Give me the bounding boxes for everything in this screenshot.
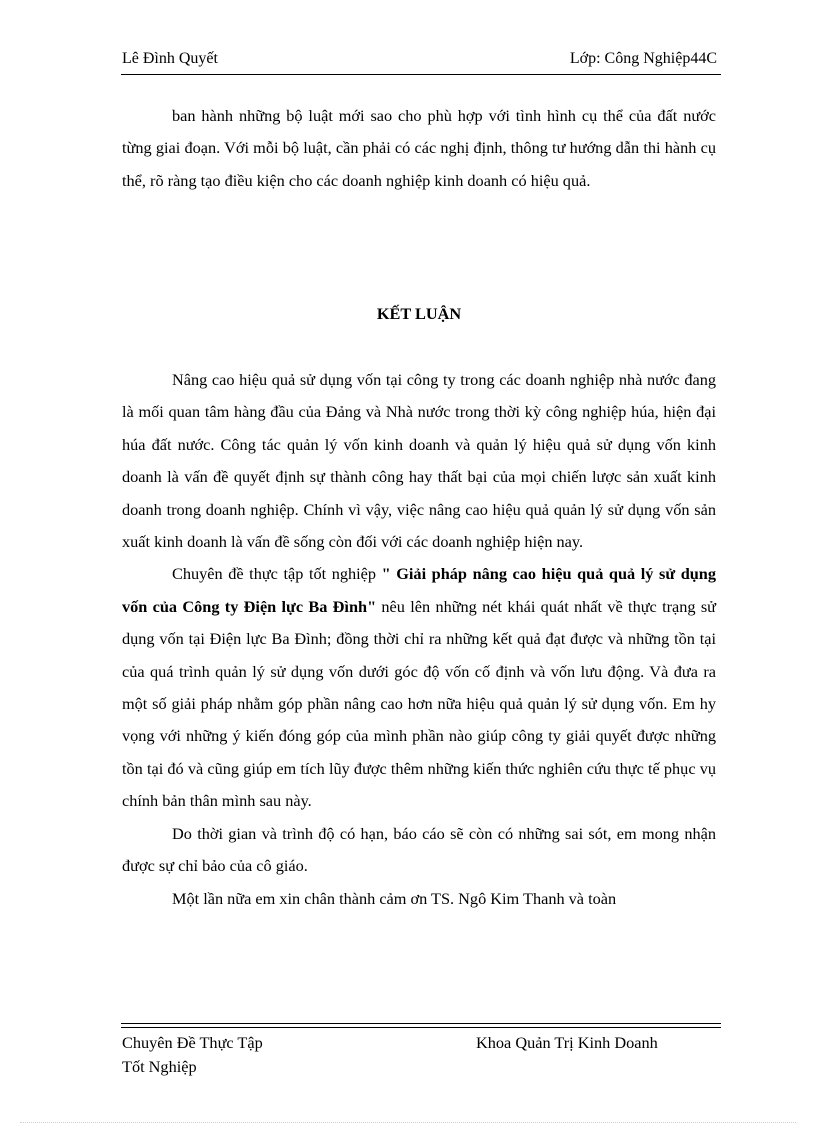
intro-paragraph: ban hành những bộ luật mới sao cho phù hợp với tình hình cụ thể của đất nước từng giai đoạn. Với mỗi bộ luật, cần phải có các nghị định, thông tư hướng dẫn thi hành cụ thể, rõ ràng tạo điều kiện cho các doanh nghiệp kinh doanh có hiệu quả. (122, 106, 716, 190)
section-title: KẾT LUẬN (376, 304, 462, 323)
page-header (121, 50, 721, 76)
paragraph-3: Do thời gian và trình độ có hạn, báo cáo sẽ còn có những sai sót, em mong nhận được sự chỉ bảo của cô giáo. (122, 823, 716, 876)
paragraph-4: Một lần nữa em xin chân thành cảm ơn TS. Ngô Kim Thanh và toàn (172, 888, 617, 908)
conclusion-section (122, 364, 716, 915)
footer-department: Khoa Quản Trị Kinh Doanh (476, 1033, 658, 1052)
footer-left-line2: Tốt Nghiệp (122, 1057, 197, 1076)
paragraph-2-lead: Chuyên đề thực tập tốt nghiệp (172, 564, 382, 584)
intro-section (122, 100, 716, 197)
paragraph-2 (122, 558, 716, 817)
thesis-title: " Giải pháp nâng cao hiệu quả quả lý sử dụng vốn của Công ty Điện lực Ba Đình" (122, 564, 716, 616)
header-class: Lớp: Công Nghiệp44C (569, 50, 717, 67)
paragraph-1: Nâng cao hiệu quả sử dụng vốn tại công ty trong các doanh nghiệp nhà nước đang là mối quan tâm hàng đầu của Đảng và Nhà nước trong thời kỳ công nghiệp húa, hiện đại húa đất nước. Công tác quản lý vốn kinh doanh và quản lý hiệu quả sử dụng vốn kinh doanh là vấn đề quyết định sự thành công hay thất bại của mọi chiến lược sản xuất kinh doanh trong doanh nghiệp. Chính vì vậy, việc nâng cao hiệu quả quản lý sử dụng vốn sản xuất kinh doanh là vấn đề sống còn đối với các doanh nghiệp hiện nay. (122, 370, 716, 552)
footer-left-line1: Chuyên Đề Thực Tập (122, 1033, 263, 1052)
footer-left (122, 1031, 322, 1079)
paragraph-2-rest: nêu lên những nét khái quát nhất về thực trạng sử dụng vốn tại Điện lực Ba Đình; đồng thời chỉ ra những kết quả đạt được và những tồn tại của quá trình quản lý sử dụng vốn dưới góc độ vốn cố định và vốn lưu động. Và đưa ra một số giải pháp nhằm góp phần nâng cao hơn nữa hiệu quả quản lý sử dụng vốn. Em hy vọng với những ý kiến đóng góp của mình phần nào giúp công ty giải quyết được những tồn tại đó và cũng giúp em tích lũy được thêm những kiến thức nghiên cứu thực tế phục vụ chính bản thân mình sau này. (122, 596, 716, 811)
footer-right (476, 1031, 658, 1055)
header-author: Lê Đình Quyết (122, 50, 218, 67)
header-divider (121, 74, 721, 75)
footer-divider-bottom (121, 1027, 721, 1028)
footer-divider-top (121, 1023, 721, 1024)
